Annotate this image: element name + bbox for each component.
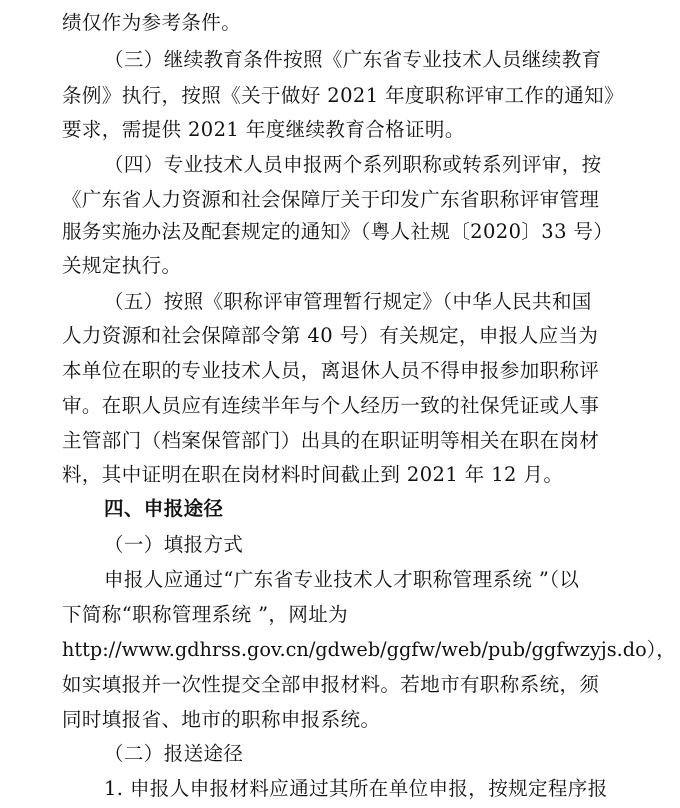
subsection-heading: （一）填报方式 xyxy=(104,533,244,556)
section-heading: 四、申报途径 xyxy=(104,497,224,520)
text-line: 同时填报省、地市的职称申报系统。 xyxy=(62,708,381,731)
text-line: 人力资源和社会保障部令第 40 号）有关规定，申报人应当为 xyxy=(62,324,599,347)
text-line: 审。在职人员应有连续半年与个人经历一致的社保凭证或人事 xyxy=(62,394,600,417)
text-line: 本单位在职的专业技术人员，离退休人员不得申报参加职称评 xyxy=(62,359,600,382)
text-line: 如实填报并一次性提交全部申报材料。若地市有职称系统，须 xyxy=(62,673,600,696)
text-line: 要求，需提供 2021 年度继续教育合格证明。 xyxy=(62,118,465,141)
text-line: 下简称“职称管理系统 ”，网址为 xyxy=(62,603,349,626)
text-line: 服务实施办法及配套规定的通知》（粤人社规〔2020〕33 号） xyxy=(62,220,614,243)
text-line: 关规定执行。 xyxy=(62,254,182,277)
text-line: 料，其中证明在职在岗材料时间截止到 2021 年 12 月。 xyxy=(62,463,564,486)
text-line: 主管部门（档案保管部门）出具的在职证明等相关在职在岗材 xyxy=(62,429,600,452)
text-line: 《广东省人力资源和社会保障厅关于印发广东省职称评审管理 xyxy=(62,188,600,211)
subsection-heading: （二）报送途径 xyxy=(104,742,244,765)
url-line: http://www.gdhrss.gov.cn/gdweb/ggfw/web/pub/ggfwzyjs.do）， xyxy=(62,638,676,661)
text-line: 申报人应通过“广东省专业技术人才职称管理系统 ”（以 xyxy=(104,568,580,591)
text-line: （五）按照《职称评审管理暂行规定》（中华人民共和国 xyxy=(104,290,592,313)
text-line: （三）继续教育条件按照《广东省专业技术人员继续教育 xyxy=(104,48,602,71)
text-line: 条例》执行，按照《关于做好 2021 年度职称评审工作的通知》 xyxy=(62,84,624,107)
text-line: （四）专业技术人员申报两个系列职称或转系列评审，按 xyxy=(104,153,602,176)
text-line: 绩仅作为参考条件。 xyxy=(62,11,242,34)
text-line: 1. 申报人申报材料应通过其所在单位申报，按规定程序报 xyxy=(104,777,608,800)
